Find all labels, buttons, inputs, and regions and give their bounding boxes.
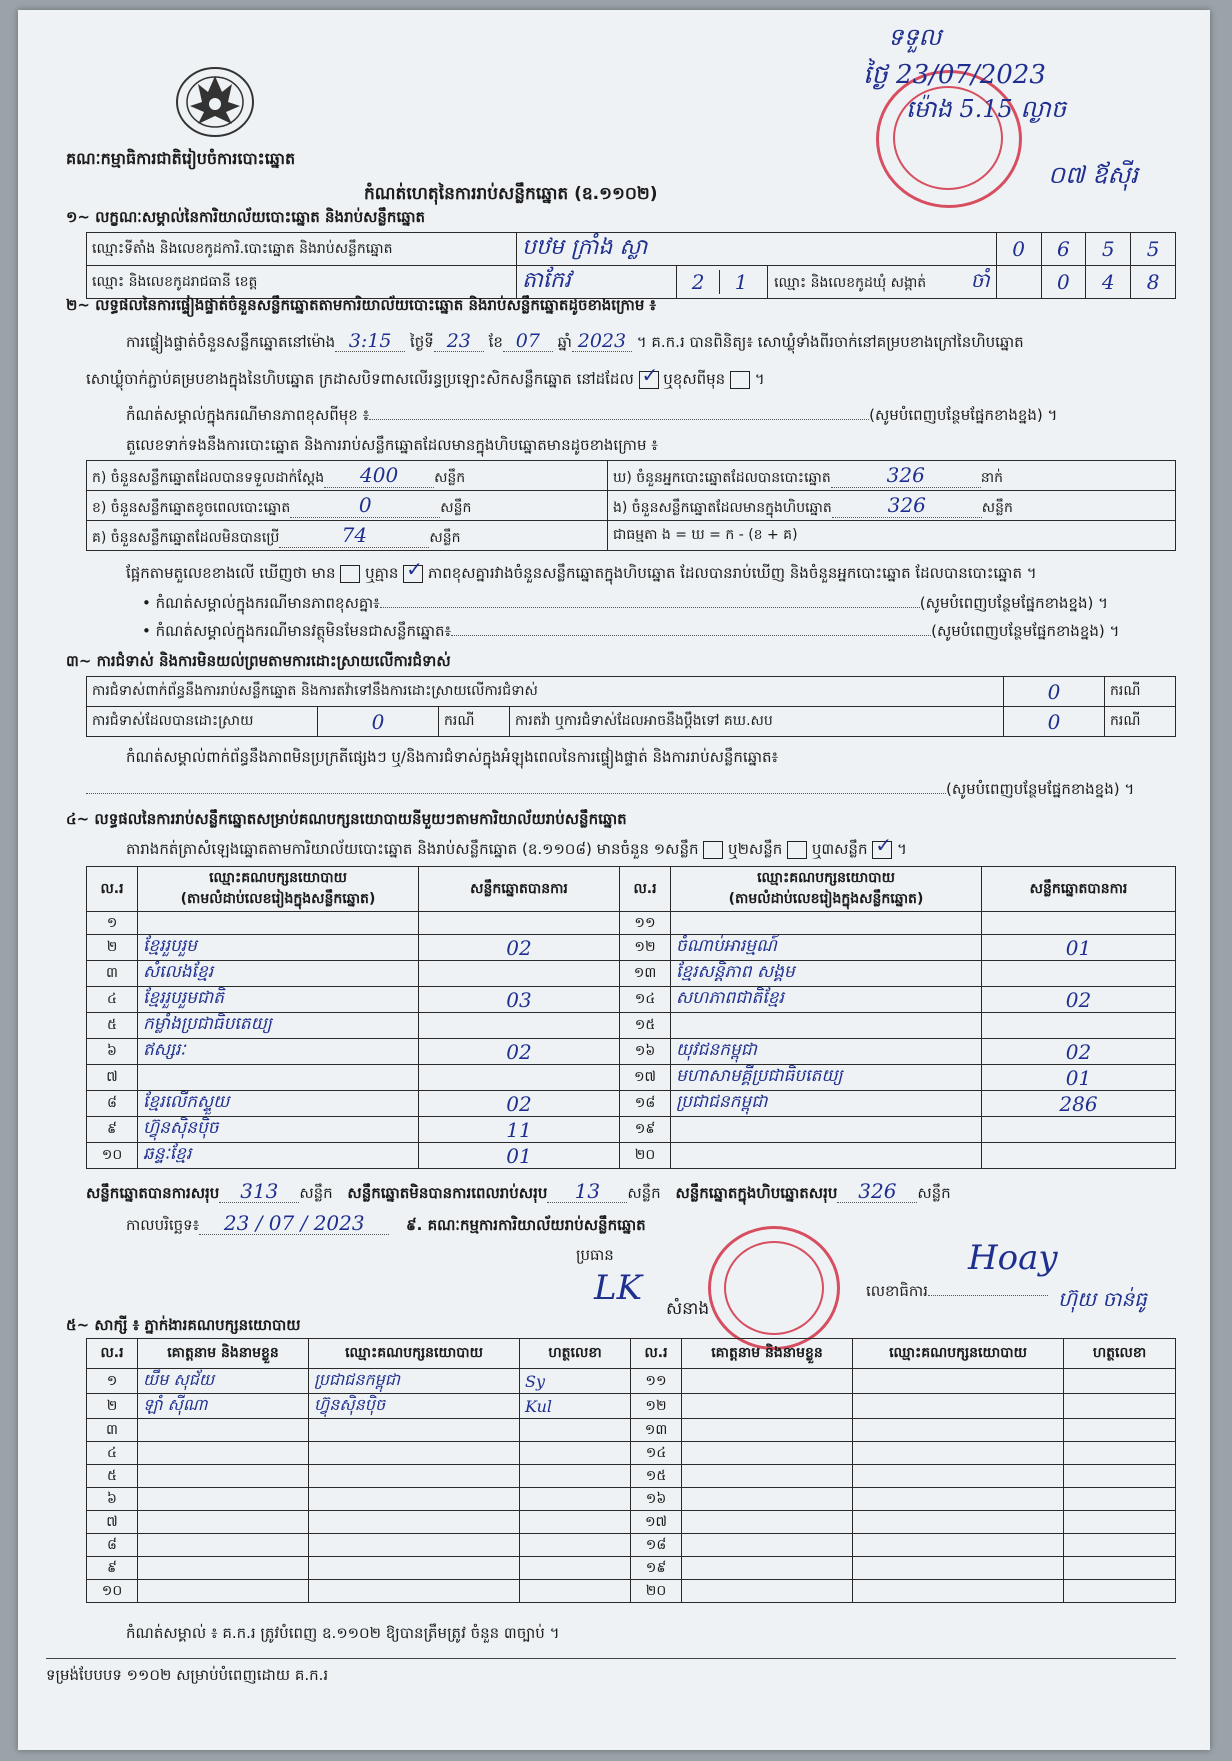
total-invalid: 13 (574, 1179, 601, 1203)
witness-party (853, 1580, 1064, 1603)
party-name: ខ្មែររួបរួម (138, 935, 419, 961)
witness-signature (520, 1465, 631, 1488)
footnote: កំណត់សម្គាល់ ៖ គ.ក.រ ត្រូវបំពេញ ឧ.១១០២ ឱ្យបានត្រឹមត្រូវ ចំនួន ៣ច្បាប់ ។ (126, 1624, 560, 1642)
commune-code-1: 0 (1041, 266, 1086, 299)
party-name: សំលេងខ្មែរ (138, 961, 419, 987)
province-code-1: 2 (677, 270, 720, 294)
party-name: ខ្មែររួបរួមជាតិ (138, 987, 419, 1013)
count-kha-label: ខ) ចំនួនសន្លឹកឆ្នោតខូចពេលបោះឆ្នោត (92, 499, 291, 516)
form-footer: ទម្រង់បែបបទ ១១០២ សម្រាប់បំពេញដោយ គ.ក.រ (46, 1666, 329, 1684)
witness-party (853, 1394, 1064, 1419)
witness-party (309, 1511, 520, 1534)
party-votes (982, 912, 1176, 935)
witness-signature (520, 1511, 631, 1534)
tally-sheets-line: តារាងកត់ត្រាសំឡេងឆ្នោតតាមការិយាល័យបោះឆ្នោត និងរាប់សន្លឹកឆ្នោត (ឧ.១១០៨) មានចំនួន ១សន្លឹក ឬ២សន្លឹក ឬ៣សន្លឹក ✓ ។ (126, 840, 907, 859)
party-number: ១៥ (620, 1013, 671, 1039)
count-ko-value: 74 (341, 522, 368, 547)
date-line: កាលបរិច្ឆេទ៖ 23 / 07 / 2023 ៩. គណៈកម្មការការិយាល័យរាប់សន្លឹកឆ្នោត (126, 1211, 646, 1235)
witness-signature (1064, 1442, 1176, 1465)
witness-signature: Kul (520, 1394, 631, 1419)
party-number: ៩ (87, 1117, 138, 1143)
irregularity-note: កំណត់សម្គាល់ពាក់ព័ន្ធនឹងភាពមិនប្រក្រតីផ្សេងៗ ឬ/និងការជំទាស់ក្នុងអំឡុងពេលនៃការផ្ទៀងផ្ទាត់ និងការរាប់សន្លឹកឆ្នោត៖ (126, 748, 779, 766)
witness-signature (1064, 1534, 1176, 1557)
verify-month: 07 (515, 330, 540, 352)
party-votes (982, 961, 1176, 987)
location-code-3: 5 (1086, 233, 1131, 266)
witness-party (853, 1511, 1064, 1534)
witness-party: ហ៊្វុនស៊ិនប៉ិច (309, 1394, 520, 1419)
diff-note: • កំណត់សម្គាល់ក្នុងករណីមានភាពខុសគ្នា៖ (សូមបំពេញបន្ថែមផ្នែកខាងខ្នង) ។ (142, 594, 1108, 612)
party-number: ១៩ (620, 1117, 671, 1143)
result-row (87, 1143, 1176, 1169)
party-name (671, 1117, 982, 1143)
witness-row (87, 1511, 1176, 1534)
province-label: ឈ្មោះ និងលេខកូដរាជធានី ខេត្ត (87, 266, 517, 299)
result-row (87, 912, 1176, 935)
party-number: ១០ (87, 1143, 138, 1169)
receipt-date: ថ្ងៃ 23/07/2023 (863, 60, 1046, 90)
objection-appeal-value: 0 (1004, 707, 1105, 737)
witness-party (309, 1534, 520, 1557)
count-ka-value: 400 (360, 462, 399, 487)
witness-number: ២០ (631, 1580, 682, 1603)
witness-name: យឹម សុជ័យ (138, 1369, 309, 1394)
objection-appeal-label: ការតវ៉ា ឬការជំទាស់ដែលអាចនឹងប្តឹងទៅ គឃ.សប (510, 707, 1004, 737)
witness-row (87, 1419, 1176, 1442)
witness-party (853, 1465, 1064, 1488)
party-votes (982, 1117, 1176, 1143)
commune-value: ចាំ (970, 268, 990, 292)
count-nga-label: ង) ចំនួនសន្លឹកឆ្នោតដែលមានក្នុងហិបឆ្នោត (613, 499, 832, 516)
party-number: ១៨ (620, 1091, 671, 1117)
witness-name (138, 1465, 309, 1488)
verify-year: 2023 (577, 330, 627, 352)
witness-signature (1064, 1580, 1176, 1603)
witness-signature (520, 1534, 631, 1557)
party-votes: 01 (982, 1065, 1176, 1091)
witness-row (87, 1369, 1176, 1394)
witness-signature (520, 1419, 631, 1442)
witness-number: ១៧ (631, 1511, 682, 1534)
commune-code-3: 8 (1131, 266, 1176, 299)
section-5-title: ៥~ សាក្សី ៖ ភ្នាក់ងារគណបក្សនយោបាយ (66, 1316, 301, 1334)
two-sheets-checkbox[interactable] (787, 841, 807, 859)
no-diff-checkbox[interactable] (403, 565, 423, 583)
witness-name (682, 1442, 853, 1465)
witness-name (138, 1580, 309, 1603)
irregularity-fill: (សូមបំពេញបន្ថែមផ្នែកខាងខ្នង) ។ (86, 780, 1134, 798)
witness-signature (520, 1580, 631, 1603)
witness-party (309, 1557, 520, 1580)
witness-party (309, 1488, 520, 1511)
witness-row (87, 1465, 1176, 1488)
witness-name (682, 1394, 853, 1419)
receipt-label: ទទួល (888, 23, 942, 51)
witness-number: ២ (87, 1394, 138, 1419)
objections-table: ការជំទាស់ពាក់ព័ន្ធនឹងការរាប់សន្លឹកឆ្នោត និងការតវ៉ាទៅនឹងការដោះស្រាយលើការជំទាស់ 0 ករណី ការជំទាស់ដែលបានដោះស្រាយ 0 ករណី ការតវ៉ា ឬការជំទាស់ដែលអាចនឹងប្តឹងទៅ គឃ.សប 0 ករណី (86, 676, 1176, 737)
formula: ជាធម្មតា ង = ឃ = ក - (ខ + គ) (608, 521, 1176, 551)
party-name: សហភាពជាតិខ្មែរ (671, 987, 982, 1013)
province-code-2: 1 (734, 270, 748, 294)
witness-party (853, 1442, 1064, 1465)
party-votes: 02 (982, 987, 1176, 1013)
one-sheet-checkbox[interactable] (703, 841, 723, 859)
party-votes: 11 (419, 1117, 620, 1143)
result-row (87, 1065, 1176, 1091)
count-kha-value: 0 (358, 492, 372, 517)
witness-number: ៣ (87, 1419, 138, 1442)
secretary-signature: Hoay (968, 1238, 1058, 1278)
location-code-4: 5 (1131, 233, 1176, 266)
party-name: ខ្មែរសន្តិភាព សង្គម (671, 961, 982, 987)
party-number: ១១ (620, 912, 671, 935)
chair-label: ប្រធាន (576, 1246, 614, 1264)
witness-party (853, 1557, 1064, 1580)
party-name: ខ្មែរលើកស្ទួយ (138, 1091, 419, 1117)
verify-line-3: កំណត់សម្គាល់ក្នុងករណីមានភាពខុសពីមុខ ៖ (សូមបំពេញបន្ថែមផ្នែកខាងខ្នង) ។ (126, 406, 1058, 424)
location-code-2: 6 (1041, 233, 1086, 266)
witness-party (853, 1534, 1064, 1557)
count-ka-label: ក) ចំនួនសន្លឹកឆ្នោតដែលបានទទួលដាក់ស្តែង (92, 469, 325, 486)
witness-signature (520, 1488, 631, 1511)
national-emblem (168, 62, 262, 142)
objection-resolved-label: ការជំទាស់ដែលបានដោះស្រាយ (87, 707, 318, 737)
party-number: ៥ (87, 1013, 138, 1039)
counts-table: ក) ចំនួនសន្លឹកឆ្នោតដែលបានទទួលដាក់ស្តែង 400 សន្លឹក ឃ) ចំនួនអ្នកបោះឆ្នោតដែលបានបោះឆ្នោត 326 នាក់ ខ) ចំនួនសន្លឹកឆ្នោតខូចពេលបោះឆ្នោត 0 សន្លឹក ង) ចំនួនសន្លឹកឆ្នោតដែលមានក្នុងហិបឆ្នោត 326 សន្លឹក គ) ចំនួនសន្លឹកឆ្នោតដែលមិនបានប្រើ 74 សន្លឹក ជាធម្មតា ង = ឃ = ក - (ខ + គ) (86, 460, 1176, 551)
witness-party (309, 1419, 520, 1442)
object-note: • កំណត់សម្គាល់ក្នុងករណីមានវត្ថុមិនមែនជាសន្លឹកឆ្នោត៖ (សូមបំពេញបន្ថែមផ្នែកខាងខ្នង) ។ (142, 622, 1120, 640)
witness-number: ១១ (631, 1369, 682, 1394)
receipt-time: ម៉ោង 5.15 ល្ងាច (906, 95, 1067, 123)
witness-number: ១៤ (631, 1442, 682, 1465)
party-votes (982, 1143, 1176, 1169)
party-votes: 286 (982, 1091, 1176, 1117)
count-nga-value: 326 (887, 492, 926, 517)
party-name: ប្រជាជនកម្ពុជា (671, 1091, 982, 1117)
party-name (138, 912, 419, 935)
witness-name (682, 1369, 853, 1394)
witness-signature (1064, 1394, 1176, 1419)
same-checkbox[interactable] (639, 371, 659, 389)
result-row (87, 1091, 1176, 1117)
result-row (87, 1117, 1176, 1143)
witness-name: ឡាំ ស៊ីណា (138, 1394, 309, 1419)
witness-number: ១ (87, 1369, 138, 1394)
party-number: ៨ (87, 1091, 138, 1117)
diff-line: ផ្អែកតាមតួលេខខាងលើ ឃើញថា មាន ឬគ្មាន ✓ ភាពខុសគ្នារវាងចំនួនសន្លឹកឆ្នោតក្នុងហិបឆ្នោត ដែលបានរាប់ឃើញ និងចំនួនអ្នកបោះឆ្នោត ដែលបានបោះឆ្នោត ។ (126, 564, 1037, 583)
party-votes (419, 961, 620, 987)
has-diff-checkbox[interactable] (340, 565, 360, 583)
witness-name (682, 1419, 853, 1442)
three-sheets-checkbox[interactable] (872, 841, 892, 859)
witness-row (87, 1442, 1176, 1465)
page-note: ០៧ ឪស៊ីរ (1048, 161, 1139, 189)
result-row (87, 987, 1176, 1013)
signing-date: 23 / 07 / 2023 (223, 1211, 365, 1235)
party-name (138, 1065, 419, 1091)
witness-name (682, 1534, 853, 1557)
witness-table: ល.រ គោត្តនាម និងនាមខ្លួន ឈ្មោះគណបក្សនយោបាយ ហត្ថលេខា ល.រ គោត្តនាម និងនាមខ្លួន ឈ្មោះគណបក្សនយោបាយ ហត្ថលេខា ១ យឹម សុជ័យ ប្រជាជនកម្ពុជា Sy ១១ ២ ឡាំ ស៊ីណា ហ៊្វុនស៊ិនប៉ិច Kul ១២ ៣ ១៣ ៤ ១៤ ៥ ១៥ ៦ ១៦ ៧ ១៧ ៨ ១៨ ៩ ១៩ ១០ ២០ (86, 1338, 1176, 1603)
witness-party (309, 1442, 520, 1465)
party-votes (419, 912, 620, 935)
witness-signature (1064, 1369, 1176, 1394)
form-title: កំណត់ហេតុនៃការរាប់សន្លឹកឆ្នោត (ឧ.១១០២) (364, 184, 658, 204)
party-number: ៣ (87, 961, 138, 987)
witness-number: ៤ (87, 1442, 138, 1465)
witness-number: ១៦ (631, 1488, 682, 1511)
count-gha-label: ឃ) ចំនួនអ្នកបោះឆ្នោតដែលបានបោះឆ្នោត (613, 469, 831, 486)
party-votes (982, 1013, 1176, 1039)
secretary-label: លេខាធិការ (866, 1282, 1048, 1300)
chair-name: សំនាង (666, 1299, 710, 1319)
witness-name (138, 1442, 309, 1465)
verify-line-2: សោឃ្លុំចាក់ភ្ជាប់គម្របខាងក្នុងនៃហិបឆ្នោត ក្រដាសបិទពាសលើរន្ធប្រឡោះសិកសន្លឹកឆ្នោត នៅដដែល ✓ ឬខុសពីមុន ។ (86, 370, 765, 389)
party-name: ចំណាប់អារម្មណ៍ (671, 935, 982, 961)
witness-name (138, 1511, 309, 1534)
witness-number: ៩ (87, 1557, 138, 1580)
result-row (87, 935, 1176, 961)
witness-name (682, 1557, 853, 1580)
section-1-title: ១~ លក្ខណៈសម្គាល់នៃការិយាល័យបោះឆ្នោត និងរាប់សន្លឹកឆ្នោត (66, 208, 426, 226)
party-name (671, 1013, 982, 1039)
witness-number: ១៣ (631, 1419, 682, 1442)
party-votes: 01 (982, 935, 1176, 961)
party-number: ១៦ (620, 1039, 671, 1065)
result-row (87, 1013, 1176, 1039)
objection-related-label: ការជំទាស់ពាក់ព័ន្ធនឹងការរាប់សន្លឹកឆ្នោត និងការតវ៉ាទៅនឹងការដោះស្រាយលើការជំទាស់ (87, 677, 1004, 707)
count-gha-value: 326 (886, 462, 925, 487)
witness-number: ១៩ (631, 1557, 682, 1580)
witness-row (87, 1394, 1176, 1419)
total-valid: 313 (240, 1179, 279, 1203)
totals-line: សន្លឹកឆ្នោតបានការសរុប 313 សន្លឹក សន្លឹកឆ្នោតមិនបានការពេលរាប់សរុប 13 សន្លឹក សន្លឹកឆ្នោតក្នុងហិបឆ្នោតសរុប 326 សន្លឹក (86, 1179, 951, 1203)
total-box: 326 (858, 1179, 897, 1203)
section-1-table (86, 232, 1176, 299)
location-value: បឋម ក្រាំង ស្លា (516, 233, 996, 266)
party-votes (419, 1065, 620, 1091)
party-votes: 02 (419, 935, 620, 961)
party-votes: 02 (419, 1039, 620, 1065)
party-number: ១៤ (620, 987, 671, 1013)
committee-name: គណៈកម្មាធិការជាតិរៀបចំការបោះឆ្នោត (66, 149, 296, 168)
witness-name (682, 1465, 853, 1488)
party-name (671, 1143, 982, 1169)
witness-row (87, 1534, 1176, 1557)
witness-signature (1064, 1488, 1176, 1511)
section-3-title: ៣~ ការជំទាស់ និងការមិនយល់ព្រមតាមការដោះស្រាយលើការជំទាស់ (66, 652, 451, 670)
party-votes: 03 (419, 987, 620, 1013)
count-ko-label: គ) ចំនួនសន្លឹកឆ្នោតដែលមិនបានប្រើ (92, 529, 280, 546)
witness-number: ៥ (87, 1465, 138, 1488)
witness-row (87, 1557, 1176, 1580)
witness-signature (520, 1442, 631, 1465)
witness-number: ១០ (87, 1580, 138, 1603)
witness-name (138, 1419, 309, 1442)
party-votes: 02 (982, 1039, 1176, 1065)
party-number: ៧ (87, 1065, 138, 1091)
objection-resolved-value: 0 (318, 707, 439, 737)
location-label: ឈ្មោះទីតាំង និងលេខកូដការិ.បោះឆ្នោត និងរាប់សន្លឹកឆ្នោត (87, 233, 517, 266)
party-name (671, 912, 982, 935)
objection-related-value: 0 (1004, 677, 1105, 707)
document-sheet (18, 10, 1210, 1750)
witness-number: ៨ (87, 1534, 138, 1557)
different-checkbox[interactable] (730, 371, 750, 389)
party-name: ឆន្ទៈខ្មែរ (138, 1143, 419, 1169)
witness-party (853, 1488, 1064, 1511)
chair-signature: LK (594, 1268, 642, 1308)
witness-number: ១២ (631, 1394, 682, 1419)
witness-row (87, 1488, 1176, 1511)
witness-name (138, 1557, 309, 1580)
committee-stamp (708, 1226, 840, 1350)
party-number: ៦ (87, 1039, 138, 1065)
witness-party (309, 1465, 520, 1488)
party-number: ២០ (620, 1143, 671, 1169)
party-number: ១ (87, 912, 138, 935)
result-row (87, 961, 1176, 987)
province-value: តាកែវ (516, 266, 676, 299)
witness-party (853, 1419, 1064, 1442)
party-name: យុវជនកម្ពុជា (671, 1039, 982, 1065)
witness-number: ១៨ (631, 1534, 682, 1557)
witness-number: ៧ (87, 1511, 138, 1534)
location-code-1: 0 (996, 233, 1041, 266)
commune-label: ឈ្មោះ និងលេខកូដឃុំ សង្កាត់ (774, 275, 927, 291)
witness-signature (1064, 1465, 1176, 1488)
party-name: ហ៊្វុនស៊ិនប៉ិច (138, 1117, 419, 1143)
witness-number: ១៥ (631, 1465, 682, 1488)
witness-signature: Sy (520, 1369, 631, 1394)
party-number: ២ (87, 935, 138, 961)
commune-code-2: 4 (1086, 266, 1131, 299)
witness-signature (1064, 1419, 1176, 1442)
section-4-title: ៤~ លទ្ធផលនៃការរាប់សន្លឹកឆ្នោតសម្រាប់គណបក្សនយោបាយនីមួយៗតាមការិយាល័យរាប់សន្លឹកឆ្នោត (66, 810, 627, 828)
verify-day: 23 (446, 330, 471, 352)
witness-party: ប្រជាជនកម្ពុជា (309, 1369, 520, 1394)
party-votes (419, 1013, 620, 1039)
witness-number: ៦ (87, 1488, 138, 1511)
witness-name (682, 1511, 853, 1534)
witness-name (682, 1488, 853, 1511)
witness-name (138, 1488, 309, 1511)
party-number: ១៧ (620, 1065, 671, 1091)
result-row (87, 1039, 1176, 1065)
section-2-title: ២~ លទ្ធផលនៃការផ្ទៀងផ្ទាត់ចំនួនសន្លឹកឆ្នោតតាមការិយាល័យបោះឆ្នោត និងរាប់សន្លឹកឆ្នោតដូចខាងក្រោម ៖ (66, 296, 657, 314)
party-name: កម្លាំងប្រជាធិបតេយ្យ (138, 1013, 419, 1039)
party-name: មហាសាមគ្គីប្រជាធិបតេយ្យ (671, 1065, 982, 1091)
results-table: ល.រ ឈ្មោះគណបក្សនយោបាយ (តាមលំដាប់លេខរៀងក្នុងសន្លឹកឆ្នោត) សន្លឹកឆ្នោតបានការ ល.រ ឈ្មោះគណបក្សនយោបាយ (តាមលំដាប់លេខរៀងក្នុងសន្លឹកឆ្នោត) សន្លឹកឆ្នោតបានការ ១ ១១ ២ ខ្មែររួបរួម 02 ១២ ចំណាប់អារម្មណ៍ 01 ៣ សំលេងខ្មែរ ១៣ ខ្មែរសន្តិភាព សង្គម ៤ ខ្មែររួបរួមជាតិ 03 ១៤ សហភាពជាតិខ្មែរ 02 ៥ កម្លាំងប្រជាធិបតេយ្យ ១៥ ៦ ឥស្សរៈ 02 ១៦ យុវជនកម្ពុជា 02 ៧ ១៧ មហាសាមគ្គីប្រជាធិបតេយ្យ 01 ៨ ខ្មែរលើកស្ទួយ 02 ១៨ ប្រជាជនកម្ពុជា 286 ៩ ហ៊្វុនស៊ិនប៉ិច 11 ១៩ ១០ ឆន្ទៈខ្មែរ 01 ២០ (86, 866, 1176, 1169)
witness-party (853, 1369, 1064, 1394)
verify-line-1: ការផ្ទៀងផ្ទាត់ចំនួនសន្លឹកឆ្នោតនៅម៉ោង 3:15 ថ្ងៃទី 23 ខែ 07 ឆ្នាំ 2023 ។ គ.ក.រ បានពិនិត្យ៖ សោឃ្លុំទាំងពីរចាក់នៅគម្របខាងក្រៅនៃហិបឆ្នោត (126, 330, 1024, 352)
witness-row (87, 1580, 1176, 1603)
party-number: ៤ (87, 987, 138, 1013)
party-number: ១២ (620, 935, 671, 961)
verify-line-4: តួលេខទាក់ទងនឹងការបោះឆ្នោត និងការរាប់សន្លឹកឆ្នោតដែលមានក្នុងហិបឆ្នោតមានដូចខាងក្រោម ៖ (126, 436, 658, 454)
witness-party (309, 1580, 520, 1603)
party-votes: 01 (419, 1143, 620, 1169)
verify-time: 3:15 (348, 330, 392, 352)
secretary-name: ហ៊ុយ ចាន់ធូ (1058, 1287, 1147, 1311)
witness-name (682, 1580, 853, 1603)
party-name: ឥស្សរៈ (138, 1039, 419, 1065)
witness-name (138, 1534, 309, 1557)
witness-signature (1064, 1557, 1176, 1580)
witness-signature (1064, 1511, 1176, 1534)
witness-signature (520, 1557, 631, 1580)
party-votes: 02 (419, 1091, 620, 1117)
party-number: ១៣ (620, 961, 671, 987)
